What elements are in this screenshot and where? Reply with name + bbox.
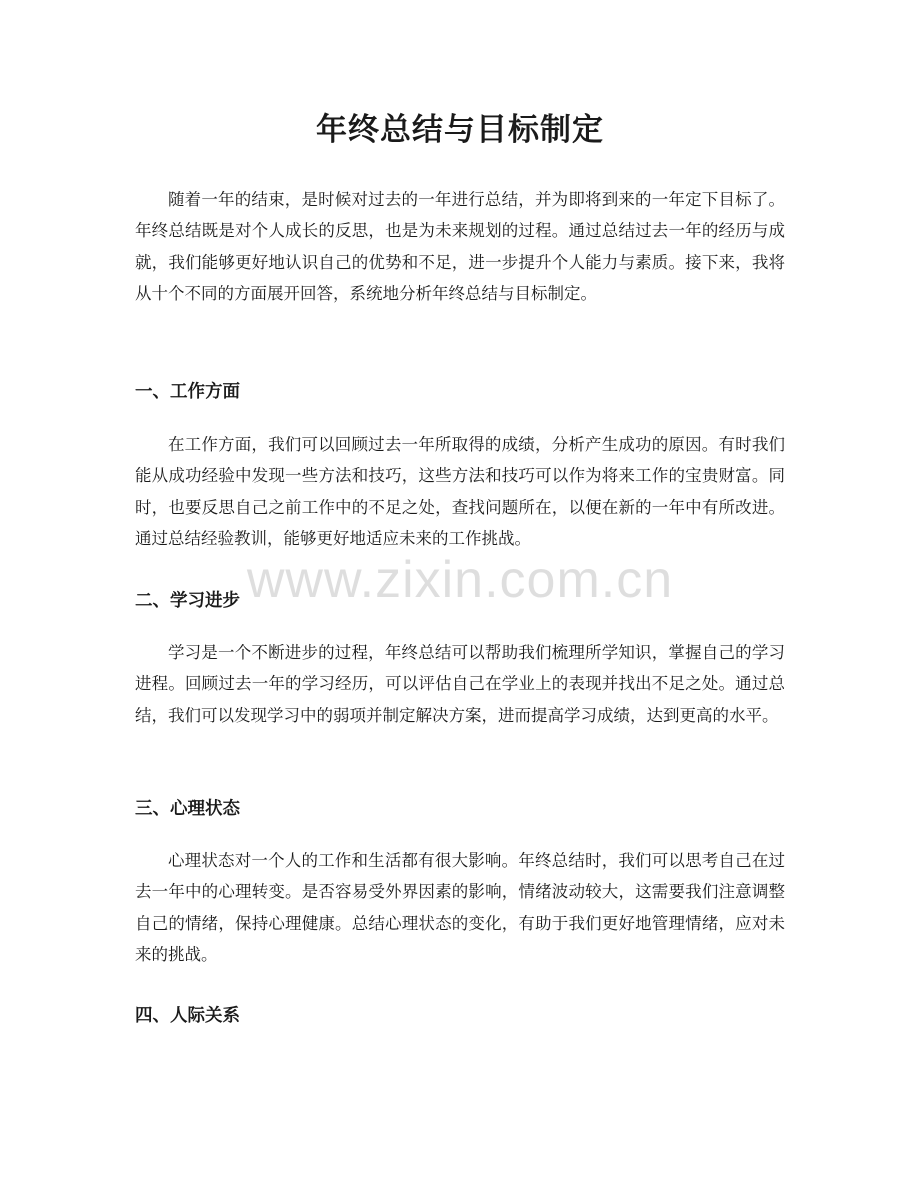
intro-paragraph: 随着一年的结束，是时候对过去的一年进行总结，并为即将到来的一年定下目标了。年终总结既是对个人成长的反思，也是为未来规划的过程。通过总结过去一年的经历与成就，我们能够更好地认识自己的优势和不足，进一步提升个人能力与素质。接下来，我将从十个不同的方面展开回答，系统地分析年终总结与目标制定。 xyxy=(135,190,785,303)
page-title: 年终总结与目标制定 xyxy=(316,112,604,148)
section-heading-mental-state: 三、心理状态 xyxy=(135,799,240,819)
section-paragraph-study: 学习是一个不断进步的过程，年终总结可以帮助我们梳理所学知识，掌握自己的学习进程。回顾过去一年的学习经历，可以评估自己在学业上的表现并找出不足之处。通过总结，我们可以发现学习中的弱项并制定解决方案，进而提高学习成绩，达到更高的水平。 xyxy=(135,643,785,725)
section-heading-study: 二、学习进步 xyxy=(135,591,240,611)
watermark-text: www.zixin.com.cn xyxy=(246,551,674,609)
section-heading-relationships: 四、人际关系 xyxy=(135,1006,240,1026)
section-heading-work: 一、工作方面 xyxy=(135,382,240,402)
section-paragraph-mental-state: 心理状态对一个人的工作和生活都有很大影响。年终总结时，我们可以思考自己在过去一年中的心理转变。是否容易受外界因素的影响，情绪波动较大，这需要我们注意调整自己的情绪，保持心理健康。总结心理状态的变化，有助于我们更好地管理情绪，应对未来的挑战。 xyxy=(135,851,785,964)
section-paragraph-work: 在工作方面，我们可以回顾过去一年所取得的成绩，分析产生成功的原因。有时我们能从成功经验中发现一些方法和技巧，这些方法和技巧可以作为将来工作的宝贵财富。同时，也要反思自己之前工作中的不足之处，查找问题所在，以便在新的一年中有所改进。通过总结经验教训，能够更好地适应未来的工作挑战。 xyxy=(135,435,785,548)
